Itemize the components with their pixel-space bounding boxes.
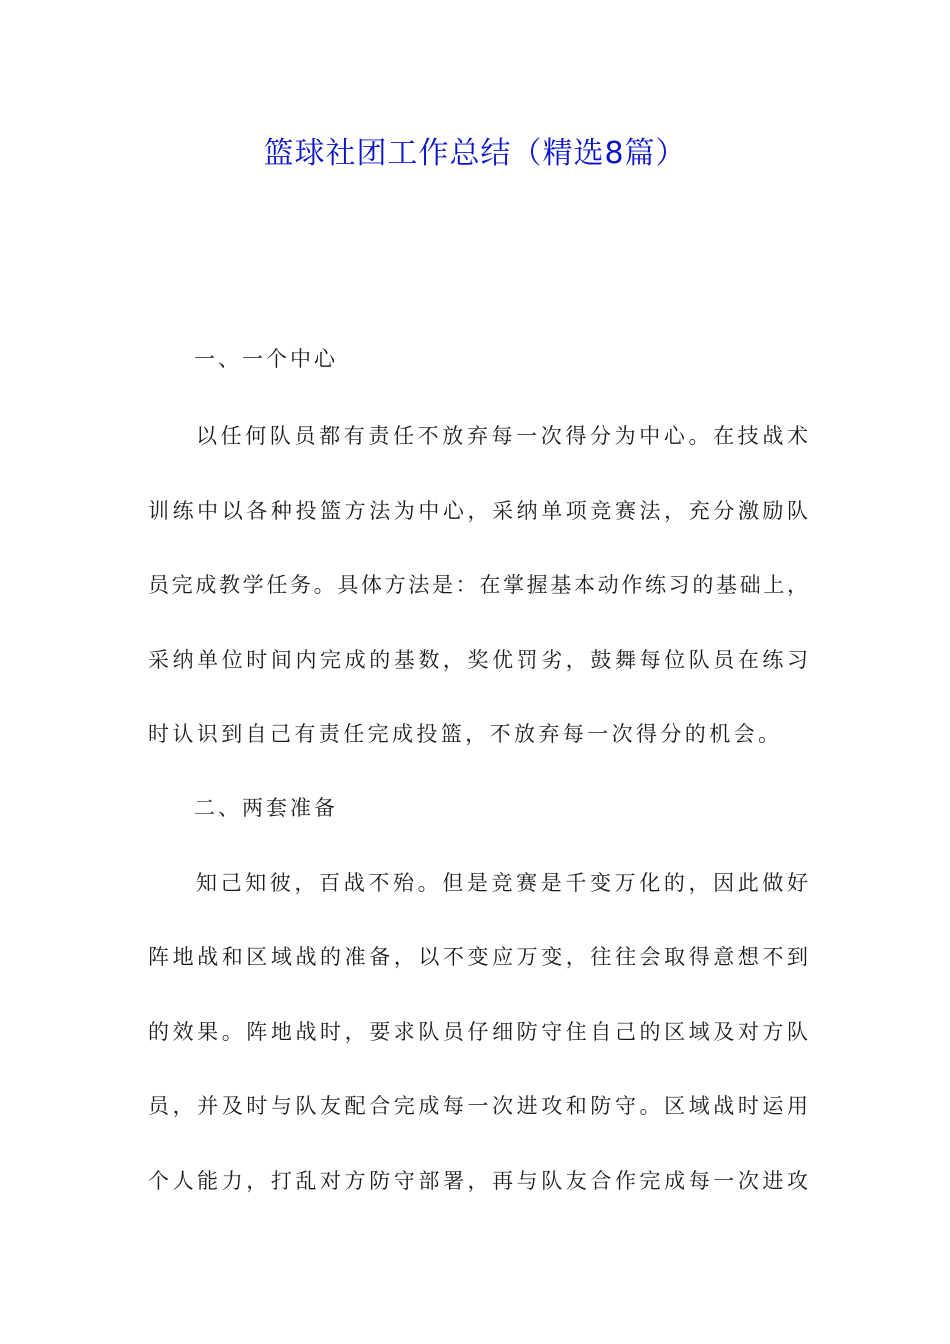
- paragraph-line: 阵地战和区域战的准备，以不变应万变，往往会取得意想不到: [148, 945, 808, 969]
- section-heading: 二、两套准备: [194, 796, 338, 820]
- paragraph-line: 采纳单位时间内完成的基数，奖优罚劣，鼓舞每位队员在练习: [148, 648, 808, 672]
- paragraph-line: 时认识到自己有责任完成投篮，不放弃每一次得分的机会。: [148, 722, 783, 746]
- paragraph-line: 训练中以各种投篮方法为中心，采纳单项竞赛法，充分激励队: [148, 499, 808, 523]
- paragraph-line: 以任何队员都有责任不放弃每一次得分为中心。在技战术: [196, 424, 808, 448]
- paragraph-line: 知己知彼，百战不殆。但是竞赛是千变万化的，因此做好: [196, 871, 808, 895]
- paragraph-line: 员完成教学任务。具体方法是：在掌握基本动作练习的基础上，: [148, 573, 808, 597]
- document-title: 篮球社团工作总结（精选8篇）: [263, 136, 687, 171]
- paragraph-line: 员，并及时与队友配合完成每一次进攻和防守。区域战时运用: [148, 1094, 808, 1118]
- section-heading: 一、一个中心: [194, 347, 338, 371]
- paragraph-line: 的效果。阵地战时，要求队员仔细防守住自己的区域及对方队: [148, 1020, 808, 1044]
- paragraph-line: 个人能力，打乱对方防守部署，再与队友合作完成每一次进攻: [148, 1169, 808, 1193]
